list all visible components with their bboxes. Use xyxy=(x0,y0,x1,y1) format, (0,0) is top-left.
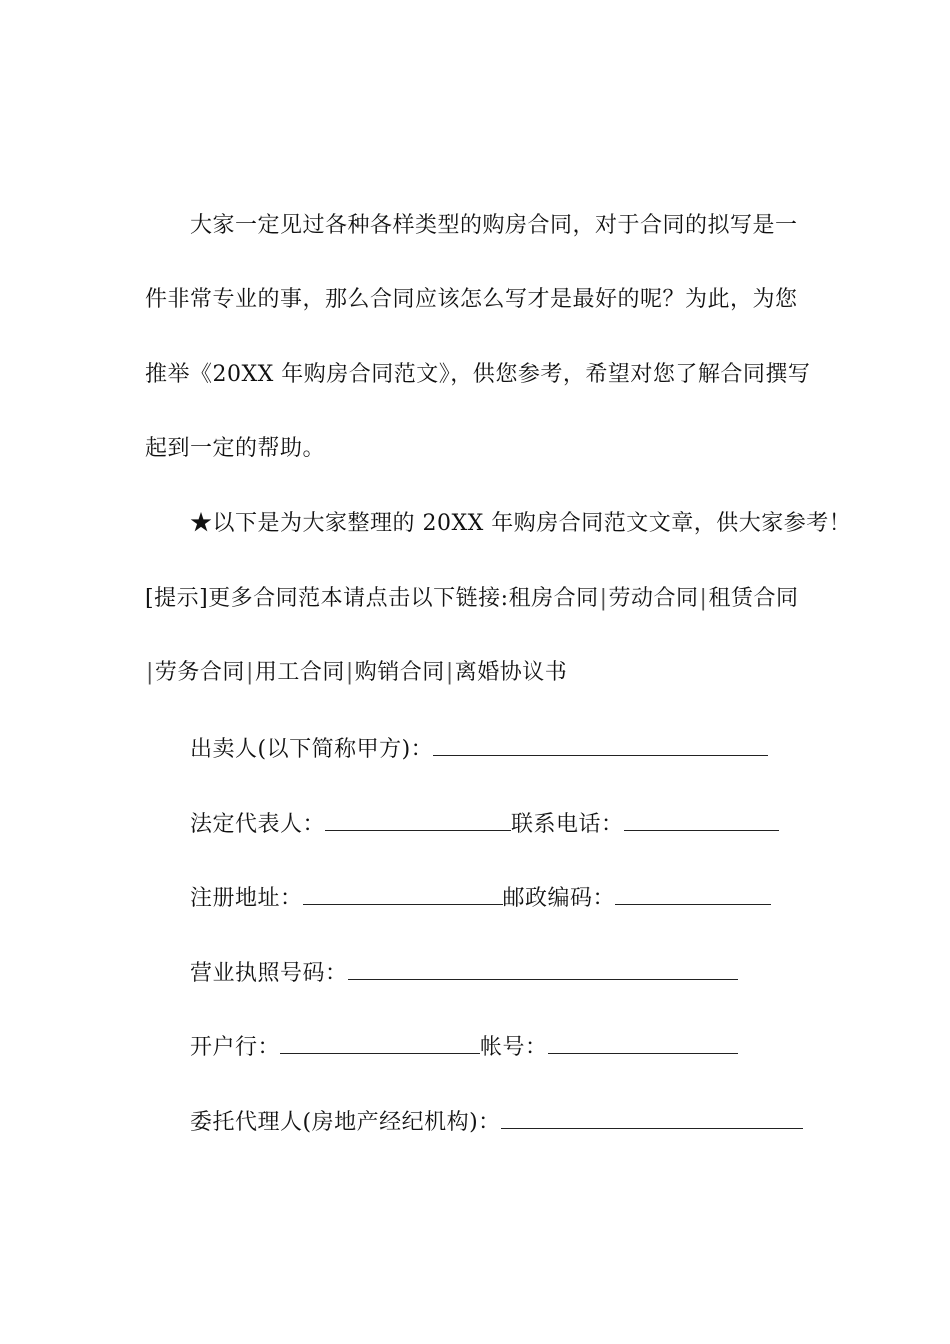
seller-row xyxy=(190,733,768,765)
agent-blank[interactable] xyxy=(501,1106,803,1129)
legal-rep-blank[interactable] xyxy=(325,808,511,831)
account-label: 帐号： xyxy=(480,1035,548,1060)
tip-line-1 xyxy=(145,584,798,614)
legal-rep-label: 法定代表人： xyxy=(190,812,326,837)
link-employment-contract[interactable]: 用工合同 xyxy=(254,660,345,685)
phone-label: 联系电话： xyxy=(511,812,624,837)
license-row xyxy=(190,957,738,989)
postcode-blank[interactable] xyxy=(615,882,771,905)
address-row xyxy=(190,882,771,914)
seller-label: 出卖人(以下简称甲方)： xyxy=(190,737,434,762)
bank-label: 开户行： xyxy=(190,1035,281,1060)
link-separator: | xyxy=(146,660,154,685)
link-separator: | xyxy=(699,586,708,611)
address-blank[interactable] xyxy=(303,882,503,905)
link-labor-contract[interactable]: 劳动合同 xyxy=(608,586,699,611)
legal-rep-row xyxy=(190,808,779,840)
agent-label: 委托代理人(房地产经纪机构)： xyxy=(190,1110,501,1135)
intro-line-2: 件非常专业的事，那么合同应该怎么写才是最好的呢？为此，为您 xyxy=(145,287,798,312)
address-label: 注册地址： xyxy=(190,886,303,911)
bank-blank[interactable] xyxy=(280,1031,480,1054)
link-separator: | xyxy=(445,660,454,685)
postcode-label: 邮政编码： xyxy=(502,886,616,911)
bank-row xyxy=(190,1031,738,1063)
link-lease-contract[interactable]: 租赁合同 xyxy=(708,586,799,611)
account-blank[interactable] xyxy=(548,1031,738,1054)
notice-line: ★以下是为大家整理的 20XX 年购房合同范文文章，供大家参考！ xyxy=(190,511,852,536)
link-divorce-agreement[interactable]: 离婚协议书 xyxy=(454,660,568,685)
tip-prefix: [提示]更多合同范本请点击以下链接: xyxy=(145,586,509,611)
link-service-contract[interactable]: 劳务合同 xyxy=(154,660,245,685)
link-separator: | xyxy=(245,660,254,685)
link-sales-contract[interactable]: 购销合同 xyxy=(354,660,445,685)
link-separator: | xyxy=(345,660,354,685)
seller-blank[interactable] xyxy=(433,733,768,756)
tip-line-2 xyxy=(145,658,567,688)
intro-line-1: 大家一定见过各种各样类型的购房合同，对于合同的拟写是一 xyxy=(190,213,798,238)
license-label: 营业执照号码： xyxy=(190,961,348,986)
link-separator: | xyxy=(599,586,608,611)
intro-line-4: 起到一定的帮助。 xyxy=(145,436,326,461)
agent-row xyxy=(190,1106,803,1138)
license-blank[interactable] xyxy=(348,957,738,980)
phone-blank[interactable] xyxy=(624,808,779,831)
link-rent-contract[interactable]: 租房合同 xyxy=(508,586,599,611)
intro-line-3: 推举《20XX 年购房合同范文》，供您参考，希望对您了解合同撰写 xyxy=(145,362,811,387)
